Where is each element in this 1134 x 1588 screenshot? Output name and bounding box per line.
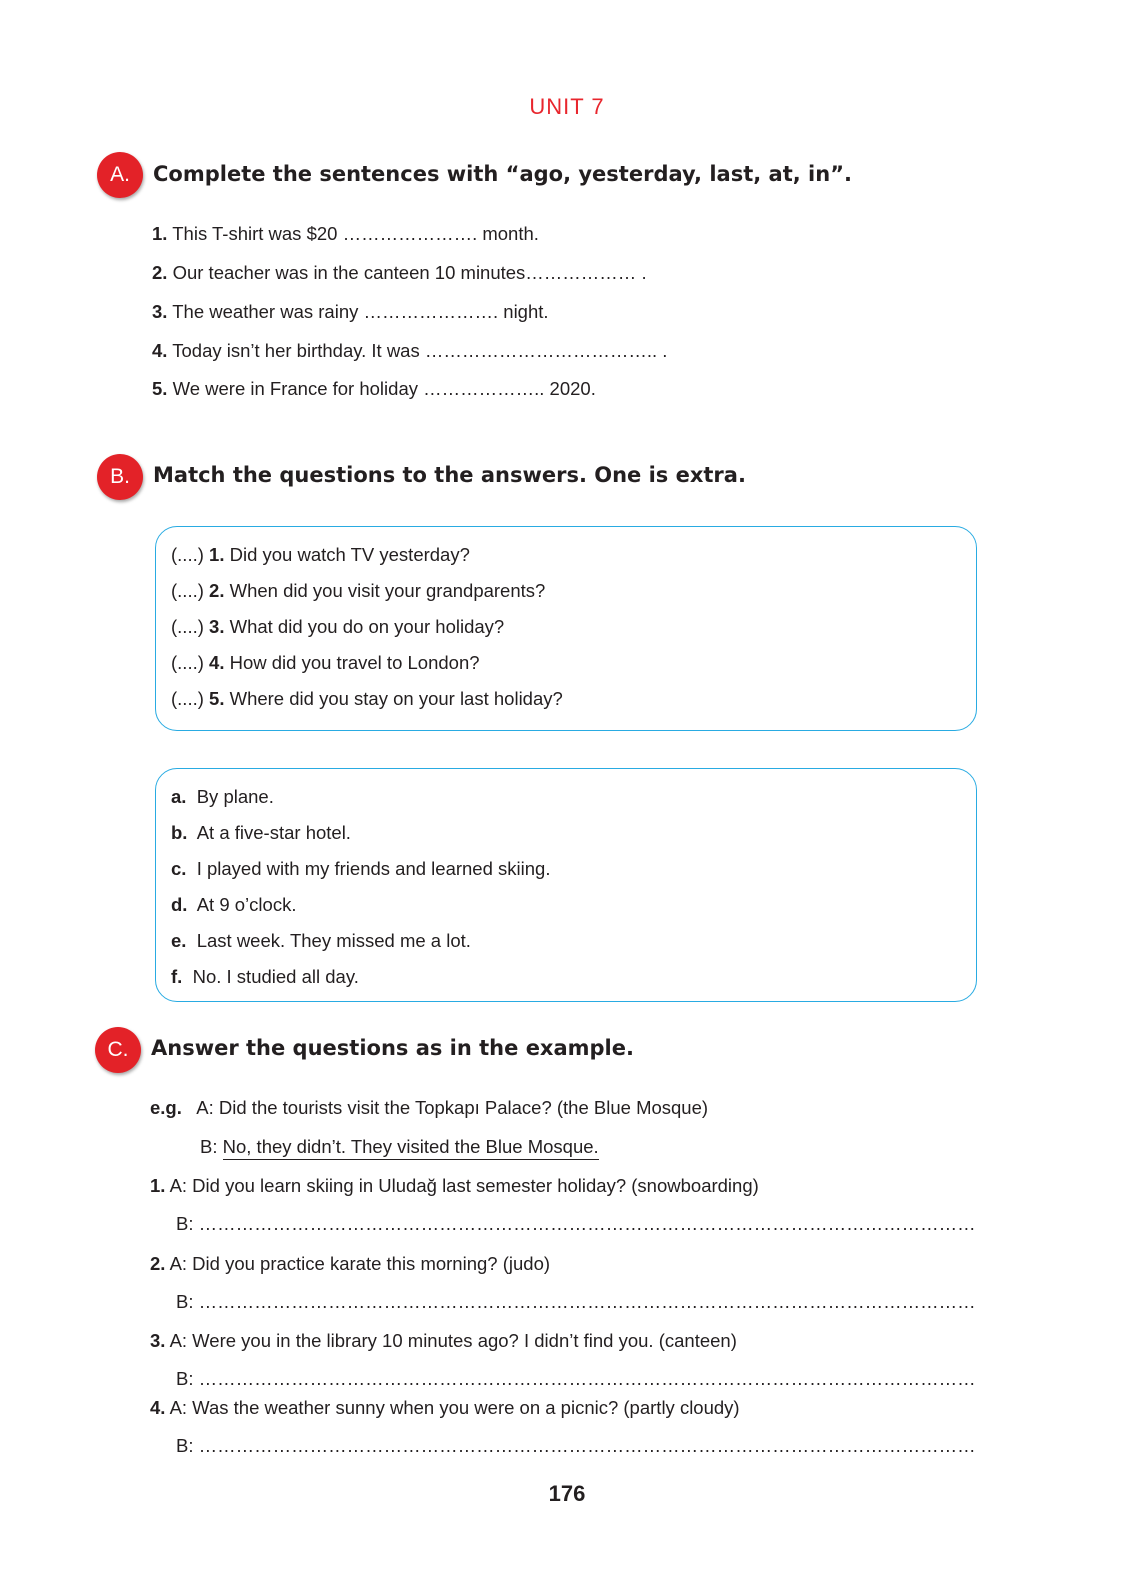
section-b-badge: B. — [97, 454, 143, 500]
question-item: (....) 3. What did you do on your holiday? — [171, 616, 505, 637]
example-question: e.g. A: Did the tourists visit the Topkapı Palace? (the Blue Mosque) — [150, 1097, 709, 1118]
question-line: 1. A: Did you learn skiing in Uludağ last semester holiday? (snowboarding) — [150, 1175, 759, 1196]
answer-blank[interactable]: B: ……………………………………………………………………………………………………………… — [176, 1291, 976, 1312]
section-b-heading: Match the questions to the answers. One is extra. — [153, 463, 746, 487]
section-a-badge: A. — [97, 152, 143, 198]
answer-blank[interactable]: B: ……………………………………………………………………………………………………………… — [176, 1213, 976, 1234]
question-line: 3. A: Were you in the library 10 minutes ago? I didn’t find you. (canteen) — [150, 1330, 737, 1351]
answer-blank[interactable]: B: ……………………………………………………………………………………………………………… — [176, 1435, 976, 1456]
answer-item: a. By plane. — [171, 786, 274, 807]
question-item: (....) 1. Did you watch TV yesterday? — [171, 544, 470, 565]
example-answer: B: No, they didn’t. They visited the Blue Mosque. — [200, 1136, 599, 1158]
question-item: (....) 4. How did you travel to London? — [171, 652, 480, 673]
unit-title: UNIT 7 — [529, 94, 605, 119]
answer-item: b. At a five-star hotel. — [171, 822, 351, 843]
list-item: 3. The weather was rainy …………………. night. — [152, 301, 549, 322]
answer-blank[interactable]: B: ……………………………………………………………………………………………………………… — [176, 1368, 976, 1389]
list-item: 1. This T-shirt was $20 …………………. month. — [152, 223, 539, 244]
answer-item: c. I played with my friends and learned skiing. — [171, 858, 551, 879]
list-item: 5. We were in France for holiday ……………….. 2020. — [152, 378, 596, 399]
section-c-badge: C. — [95, 1027, 141, 1073]
section-a-heading: Complete the sentences with “ago, yesterday, last, at, in”. — [153, 162, 852, 186]
section-c-heading: Answer the questions as in the example. — [151, 1036, 634, 1060]
answer-item: f. No. I studied all day. — [171, 966, 359, 987]
answer-item: e. Last week. They missed me a lot. — [171, 930, 471, 951]
question-line: 2. A: Did you practice karate this morning? (judo) — [150, 1253, 551, 1274]
list-item: 2. Our teacher was in the canteen 10 minutes……………… . — [152, 262, 647, 283]
page-number: 176 — [548, 1481, 586, 1506]
question-line: 4. A: Was the weather sunny when you were on a picnic? (partly cloudy) — [150, 1397, 740, 1418]
question-item: (....) 2. When did you visit your grandparents? — [171, 580, 546, 601]
list-item: 4. Today isn’t her birthday. It was ……………………………….. . — [152, 340, 668, 361]
question-item: (....) 5. Where did you stay on your last holiday? — [171, 688, 563, 709]
answer-item: d. At 9 o’clock. — [171, 894, 297, 915]
